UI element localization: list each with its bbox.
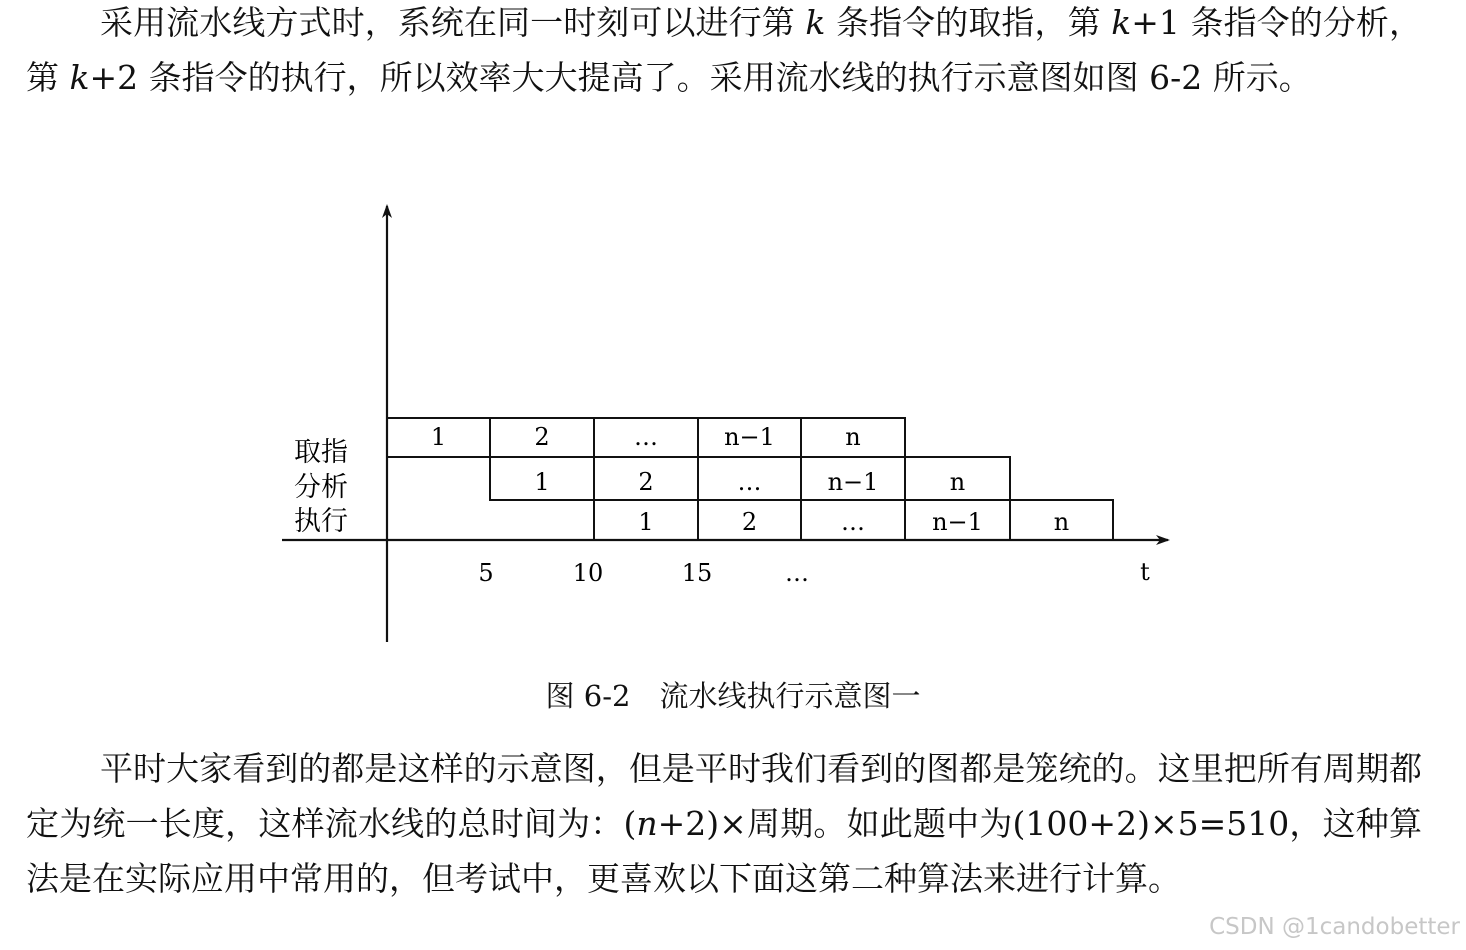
intro-var-k2: k	[1111, 3, 1132, 42]
time-tick-labels	[478, 559, 809, 587]
stage-label: 分析	[294, 472, 348, 503]
pipeline-cell-label: 2	[534, 423, 550, 451]
intro-text-2: 条指令的取指，第	[825, 3, 1112, 42]
time-tick-label: …	[785, 559, 809, 587]
explanation-text-1: 平时大家看到的都是这样的示意图，但是平时我们看到的图都是笼统的。这里把所有周期都定为统一长度，这样流水线的总时间为：(	[26, 749, 1422, 843]
figure-caption: 图 6-2 流水线执行示意图一	[545, 679, 921, 713]
explanation-text-2: +2)×周期。如此题中为(100+2)×5=510，这种算法是在实际应用中常用的，但考试中，更喜欢以下面这第二种算法来进行计算。	[26, 804, 1422, 898]
pipeline-cell-label: 1	[638, 508, 654, 536]
intro-var-k3: k	[69, 58, 90, 97]
pipeline-cell-label: 1	[534, 468, 550, 496]
pipeline-cell-label: n−1	[827, 468, 879, 496]
explanation-var-n: n	[636, 804, 658, 843]
watermark: CSDN @1candobetter	[1209, 914, 1460, 940]
time-axis-label: t	[1140, 558, 1150, 586]
stage-labels	[294, 437, 348, 537]
pipeline-cell-label: 2	[638, 468, 654, 496]
pipeline-cell-label: 2	[741, 508, 758, 536]
pipeline-cell-label: n	[845, 423, 861, 451]
intro-text-1: 采用流水线方式时，系统在同一时刻可以进行第	[100, 3, 806, 42]
pipeline-cell-label: n	[949, 468, 966, 496]
pipeline-cell-label: n−1	[724, 423, 775, 451]
intro-var-k1: k	[805, 3, 826, 42]
time-tick-label: 5	[478, 559, 494, 587]
stage-label: 执行	[294, 506, 348, 537]
stage-label: 取指	[294, 437, 348, 468]
time-tick-label: 15	[681, 559, 713, 587]
pipeline-cell-label: n	[1053, 508, 1070, 536]
explanation-paragraph	[26, 741, 1422, 906]
pipeline-cell-label: n−1	[932, 508, 983, 536]
pipeline-cell-labels	[431, 423, 1069, 536]
pipeline-cell-label: …	[634, 423, 658, 451]
pipeline-cell-label: …	[841, 508, 865, 536]
pipeline-cell-label: …	[737, 468, 762, 496]
intro-text-4: +2 条指令的执行，所以效率大大提高了。采用流水线的执行示意图如图 6-2 所示。	[89, 58, 1312, 97]
intro-text-3: +1 条指令的分析，第	[26, 3, 1423, 97]
pipeline-cell-label: 1	[430, 423, 447, 451]
time-tick-label: 10	[572, 559, 604, 587]
